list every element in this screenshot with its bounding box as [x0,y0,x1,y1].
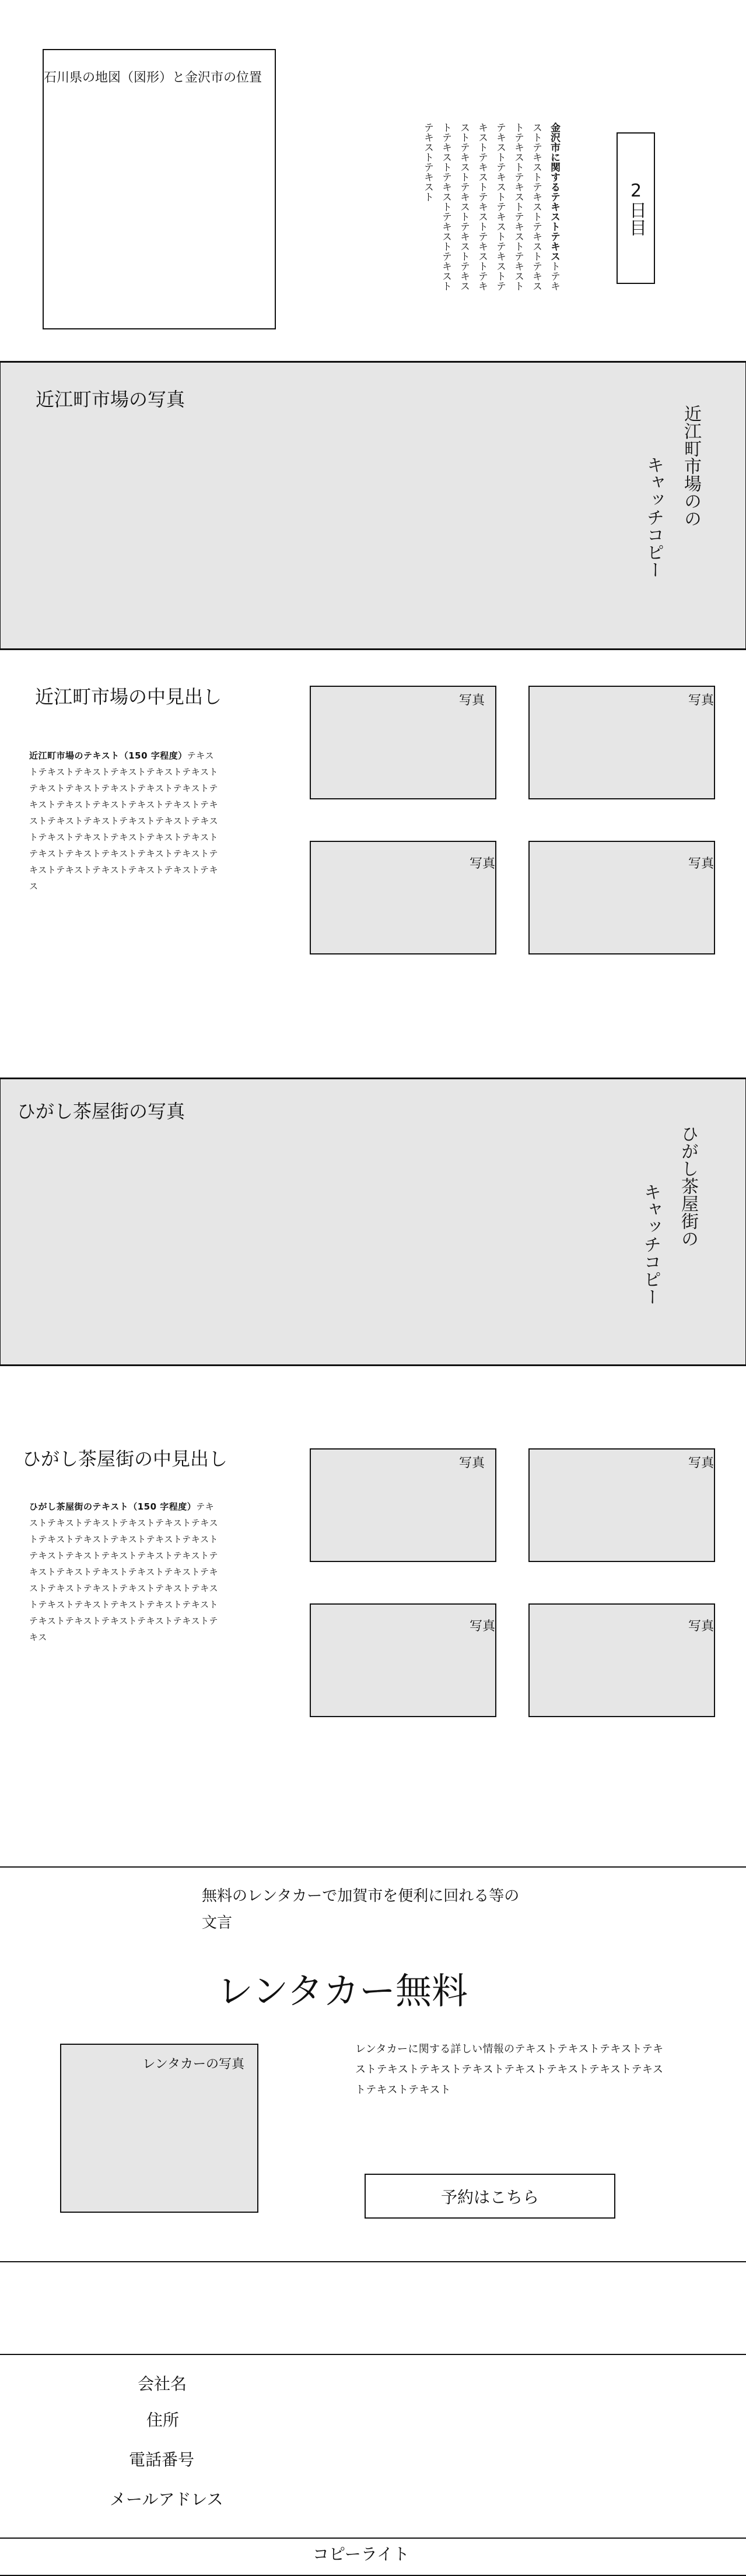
oumicho-photo-2 [528,686,715,799]
rental-lead: 無料のレンタカーで加賀市を便利に回れる等の文言 [202,1887,520,1932]
photo-label: 写真 [688,1456,714,1471]
rental-title: レンタカー無料 [217,1970,468,2012]
higashi-text [29,1498,219,1645]
photo-label: 写真 [458,1456,485,1471]
kanazawa-text-body: トテキストテキストテキストテキストテキストテキストテキストテキストテキストテキストテキストテキストテキストテキストテキストテキストテキストテキストテキストテキストテキストテキストテキストテキストテキストテキストテキストテキスト [422,122,560,291]
photo-label: 写真 [688,1619,714,1634]
oumicho-photo-1 [310,686,496,799]
kanazawa-text-head: 金沢市に関するテキストテキス [548,122,560,261]
photo-label: 写真 [688,693,714,708]
rental-photo-label: レンタカーの写真 [142,2057,244,2072]
higashi-photo-label: ひがし茶屋街の写真 [17,1100,185,1122]
footer-copyright: コピーライト [313,2545,410,2564]
higashi-hero-photo [0,1078,746,1366]
day-badge [617,132,655,284]
kanazawa-text [418,122,563,297]
higashi-heading: ひがし茶屋街の中見出し [22,1448,228,1470]
higashi-photo-2 [528,1448,715,1562]
oumicho-text-body: テキストテキストテキストテキストテキストテキストテキストテキストテキストテキストテキストテキストテキストテキストテキストテキストテキストテキストテキストテキストテキストテキストテキストテキストテキストテキストテキストテキストテキストテキストテキストテキストテキストテキストテキストテキストテキストテキス [29,750,219,892]
footer-divider [0,2538,746,2539]
reserve-button[interactable] [365,2174,615,2219]
oumicho-heading: 近江町市場の中見出し [35,686,222,708]
oumicho-photo-4 [528,841,715,954]
photo-label: 写真 [688,857,714,871]
map-label: 石川県の地図（図形）と金沢市の位置 [44,71,262,85]
higashi-text-head: ひがし茶屋街のテキスト（150 字程度） [29,1501,197,1512]
higashi-catchcopy-1: ひがし茶屋街の [678,1125,698,1247]
higashi-photo-3 [310,1603,496,1717]
rental-info: レンタカーに関する詳しい情報のテキストテキストテキストテキストテキストテキストテキストテキストテキストテキストテキストテキストテキスト [355,2043,664,2096]
footer [0,2354,746,2576]
photo-label: 写真 [458,693,485,708]
footer-company: 会社名 [138,2374,187,2393]
rental-photo [60,2044,258,2213]
higashi-text-body: テキストテキストテキストテキストテキストテキストテキストテキストテキストテキストテキストテキストテキストテキストテキストテキストテキストテキストテキストテキストテキストテキストテキストテキストテキストテキストテキストテキストテキストテキストテキストテキストテキストテキストテキストテキストテキストテキス [29,1501,219,1643]
higashi-photo-1 [310,1448,496,1562]
higashi-catchcopy-2: キャッチコピー [640,1183,661,1305]
oumicho-catchcopy-2: キャッチコピー [643,456,664,578]
day-label: 2日目 [626,180,646,236]
footer-email: メールアドレス [110,2490,223,2509]
photo-label: 写真 [469,857,495,871]
footer-address: 住所 [146,2410,180,2430]
rental-section [0,1866,746,2262]
footer-phone: 電話番号 [129,2450,195,2469]
reserve-button-label: 予約はこちら [440,2187,539,2207]
oumicho-hero-photo [0,361,746,650]
ishikawa-map-placeholder [43,49,276,329]
oumicho-photo-3 [310,841,496,954]
photo-label: 写真 [469,1619,495,1634]
oumicho-text [29,747,219,894]
oumicho-catchcopy-1: 近江町市場のの [681,405,701,527]
higashi-photo-4 [528,1603,715,1717]
oumicho-photo-label: 近江町市場の写真 [36,388,185,410]
oumicho-text-head: 近江町市場のテキスト（150 字程度） [29,750,187,761]
